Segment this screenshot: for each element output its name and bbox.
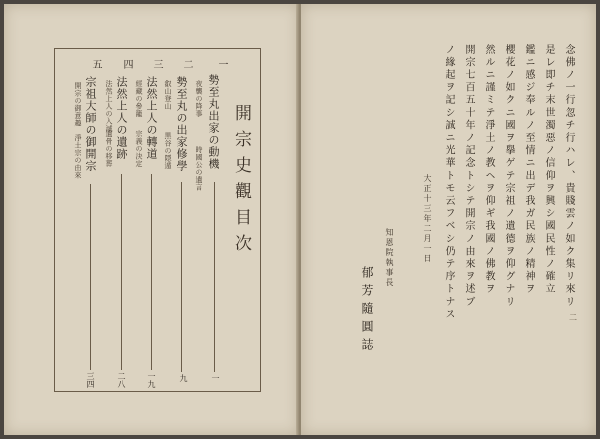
toc-title: 開宗史觀目次 <box>231 104 251 260</box>
section-number: 五 <box>90 59 101 69</box>
preface-line: 開宗七百五十年ノ記念トシテ開宗ノ由來ヲ述ブ <box>463 44 474 309</box>
section-subtopic: 開宗の御意趣 <box>74 82 82 127</box>
author-affiliation: 知恩院執事長 <box>385 228 394 288</box>
toc-page <box>4 4 299 435</box>
leader-line <box>181 182 182 372</box>
leader-line <box>214 182 215 372</box>
leader-line <box>151 174 152 370</box>
section-number: 二 <box>181 59 192 69</box>
page-ref: 二八 <box>117 372 126 388</box>
section-title[interactable]: 勢至丸出家の動機 <box>207 74 220 170</box>
section-subtopic: 遺骨の移葬 <box>105 130 113 168</box>
section-title[interactable]: 法然上人の遺跡 <box>115 76 128 160</box>
page-ref: 一九 <box>147 372 156 388</box>
section-subtopic: 夜襲の降事 <box>195 80 203 118</box>
section-subtopic: 經藏の參籠 <box>135 80 143 118</box>
section-subtopic: 時國公の遺言 <box>195 146 203 191</box>
section-title[interactable]: 勢至丸の出家修學 <box>175 76 188 172</box>
preface-line: 櫻花ノ如クニ國ヲ擧ゲテ宗祖ノ遺德ヲ仰グナリ <box>503 44 514 309</box>
section-title[interactable]: 法然上人の轉道 <box>145 76 158 160</box>
leader-line <box>90 184 91 370</box>
preface-line: 是レ即チ末世濁惡ノ信仰ヲ興シ國民性ノ確立 <box>543 44 554 296</box>
page-ref: 一 <box>211 374 220 382</box>
open-book <box>4 4 596 435</box>
section-number: 三 <box>151 59 162 69</box>
section-subtopic: 法然上人の入滅 <box>105 80 113 133</box>
author-name: 郁芳隨圓誌 <box>360 266 374 356</box>
section-title[interactable]: 宗祖大師の御開宗 <box>84 76 97 172</box>
preface-page <box>301 4 596 435</box>
page-number: 二 <box>569 313 577 322</box>
preface-line: 鑑ニ感ジ奉ルノ至情ニ出デ我ガ民族ノ精神ヲ <box>523 44 534 296</box>
page-ref: 九 <box>179 374 188 382</box>
preface-date: 大正十三年二月一日 <box>423 174 432 264</box>
section-subtopic: 淨土宗の由來 <box>74 134 82 179</box>
preface-line: 念佛ノ一行忽チ行ハレ、貴賤雲ノ如ク集リ來リ <box>563 44 574 309</box>
section-number: 一 <box>216 59 227 69</box>
section-number: 四 <box>121 59 132 69</box>
section-subtopic: 宗義の決定 <box>135 130 143 168</box>
section-subtopic: 黒谷の隠遁 <box>164 132 172 170</box>
preface-line: ノ緣起ヲ記シ誠ニ光華トモ云フベシ仍テ序トナス <box>443 44 454 322</box>
preface-line: 然ルニ謹ミテ淨土ノ教ヘヲ仰ギ我國ノ佛教ヲ <box>483 44 494 296</box>
leader-line <box>121 174 122 370</box>
section-subtopic: 叡山登山 <box>164 80 172 110</box>
page-ref: 三四 <box>86 372 95 388</box>
